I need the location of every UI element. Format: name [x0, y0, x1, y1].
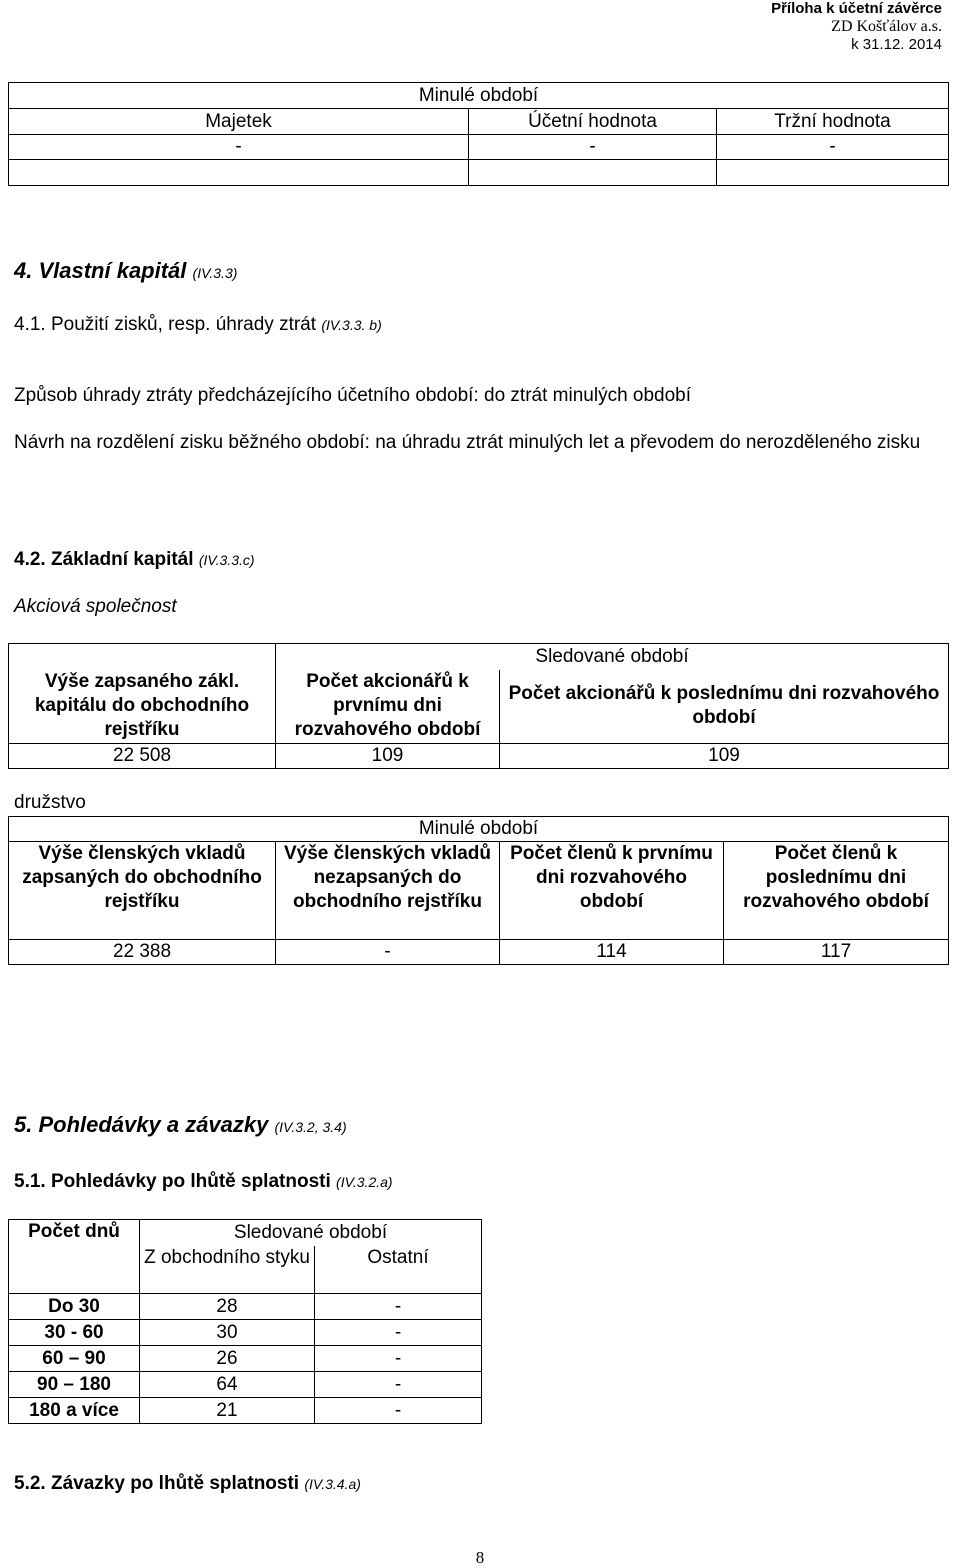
section-5-1-ref: (IV.3.2.a): [336, 1174, 393, 1190]
section-4-heading: [14, 258, 237, 284]
row-label: 90 – 180: [9, 1372, 140, 1398]
table-pohledavky: [8, 1219, 482, 1424]
column-header-clenove-prvni-den: Počet členů k prvnímu dni rozvahového období: [500, 842, 724, 940]
table-cell: 117: [724, 940, 949, 965]
section-4-1-ref: (IV.3.3. b): [321, 317, 382, 333]
table-cell: 64: [140, 1372, 315, 1398]
document-header: [771, 0, 942, 54]
section-4-2-heading: [14, 549, 255, 571]
column-header-akcionari-posledni-den: Počet akcionářů k poslednímu dni rozvahového období: [500, 670, 949, 744]
column-header-pocet-dnu: Počet dnů: [9, 1220, 140, 1294]
header-title: Příloha k účetní závěrce: [771, 0, 942, 17]
table-cell: 109: [500, 744, 949, 769]
column-header-ucetni-hodnota: Účetní hodnota: [469, 109, 717, 135]
table-cell: -: [9, 135, 469, 160]
column-header-nezapsane-vklady: Výše členských vkladů nezapsaných do obchodního rejstříku: [276, 842, 500, 940]
table-cell-empty: [717, 160, 949, 186]
section-4-title: 4. Vlastní kapitál: [14, 258, 187, 283]
section-5-2-title: 5.2. Závazky po lhůtě splatnosti: [14, 1473, 300, 1494]
table-group-header: Minulé období: [9, 817, 949, 842]
table-cell: -: [315, 1398, 482, 1424]
label-akciova-spolecnost: Akciová společnost: [14, 596, 177, 617]
column-header-clenove-posledni-den: Počet členů k poslednímu dni rozvahového období: [724, 842, 949, 940]
column-header-akcionari-prvni-den: Počet akcionářů k prvnímu dni rozvahového období: [276, 670, 500, 744]
paragraph-rozdeleni: Návrh na rozdělení zisku běžného období: na úhradu ztrát minulých let a převodem do nerozděleného zisku: [14, 432, 921, 453]
table-group-header: Minulé období: [9, 83, 949, 109]
column-header-zapsane-vklady: Výše členských vkladů zapsaných do obchodního rejstříku: [9, 842, 276, 940]
section-5-ref: (IV.3.2, 3.4): [274, 1119, 347, 1135]
section-5-title: 5. Pohledávky a závazky: [14, 1112, 269, 1137]
table-cell: -: [276, 940, 500, 965]
section-5-1-title: 5.1. Pohledávky po lhůtě splatnosti: [14, 1171, 331, 1192]
row-label: 180 a více: [9, 1398, 140, 1424]
table-cell: -: [717, 135, 949, 160]
section-5-heading: [14, 1112, 347, 1138]
table-cell: 109: [276, 744, 500, 769]
row-label: Do 30: [9, 1294, 140, 1320]
table-cell: -: [315, 1320, 482, 1346]
table-cell: 30: [140, 1320, 315, 1346]
section-4-2-ref: (IV.3.3.c): [198, 552, 255, 568]
table-cell: -: [469, 135, 717, 160]
section-5-2-ref: (IV.3.4.a): [304, 1476, 361, 1492]
table-group-header: Sledované období: [276, 644, 949, 670]
table-cell: -: [315, 1372, 482, 1398]
column-header-trzni-hodnota: Tržní hodnota: [717, 109, 949, 135]
section-4-ref: (IV.3.3): [192, 265, 238, 281]
section-4-1-heading: [14, 314, 382, 336]
paragraph-uhrada: Způsob úhrady ztráty předcházejícího účetního období: do ztrát minulých období: [14, 385, 692, 406]
table-cell-empty: [469, 160, 717, 186]
section-4-2-title: 4.2. Základní kapitál: [14, 549, 194, 570]
section-5-1-heading: [14, 1171, 393, 1193]
table-majetek: [8, 82, 949, 186]
section-4-1-title: 4.1. Použití zisků, resp. úhrady ztrát: [14, 314, 317, 335]
table-cell-empty: [9, 160, 469, 186]
header-company: ZD Košťálov a.s.: [831, 18, 942, 35]
header-date: k 31.12. 2014: [851, 36, 942, 53]
page-number: 8: [475, 1548, 485, 1567]
column-header-majetek: Majetek: [9, 109, 469, 135]
table-cell: 21: [140, 1398, 315, 1424]
column-header-ostatni: Ostatní: [315, 1246, 482, 1294]
row-label: 30 - 60: [9, 1320, 140, 1346]
table-group-header: Sledované období: [140, 1220, 482, 1246]
table-cell: 28: [140, 1294, 315, 1320]
column-header-obchodni-styk: Z obchodního styku: [140, 1246, 315, 1294]
table-cell: -: [315, 1294, 482, 1320]
table-cell: 22 388: [9, 940, 276, 965]
row-label: 60 – 90: [9, 1346, 140, 1372]
section-5-2-heading: [14, 1473, 361, 1495]
table-akciova-spolecnost: [8, 643, 949, 769]
table-cell: 114: [500, 940, 724, 965]
table-cell: 26: [140, 1346, 315, 1372]
table-druzstvo: [8, 816, 949, 965]
label-druzstvo: družstvo: [14, 792, 86, 813]
column-header-zapsany-kapital: Výše zapsaného zákl. kapitálu do obchodního rejstříku: [9, 644, 276, 744]
table-cell: -: [315, 1346, 482, 1372]
table-cell: 22 508: [9, 744, 276, 769]
